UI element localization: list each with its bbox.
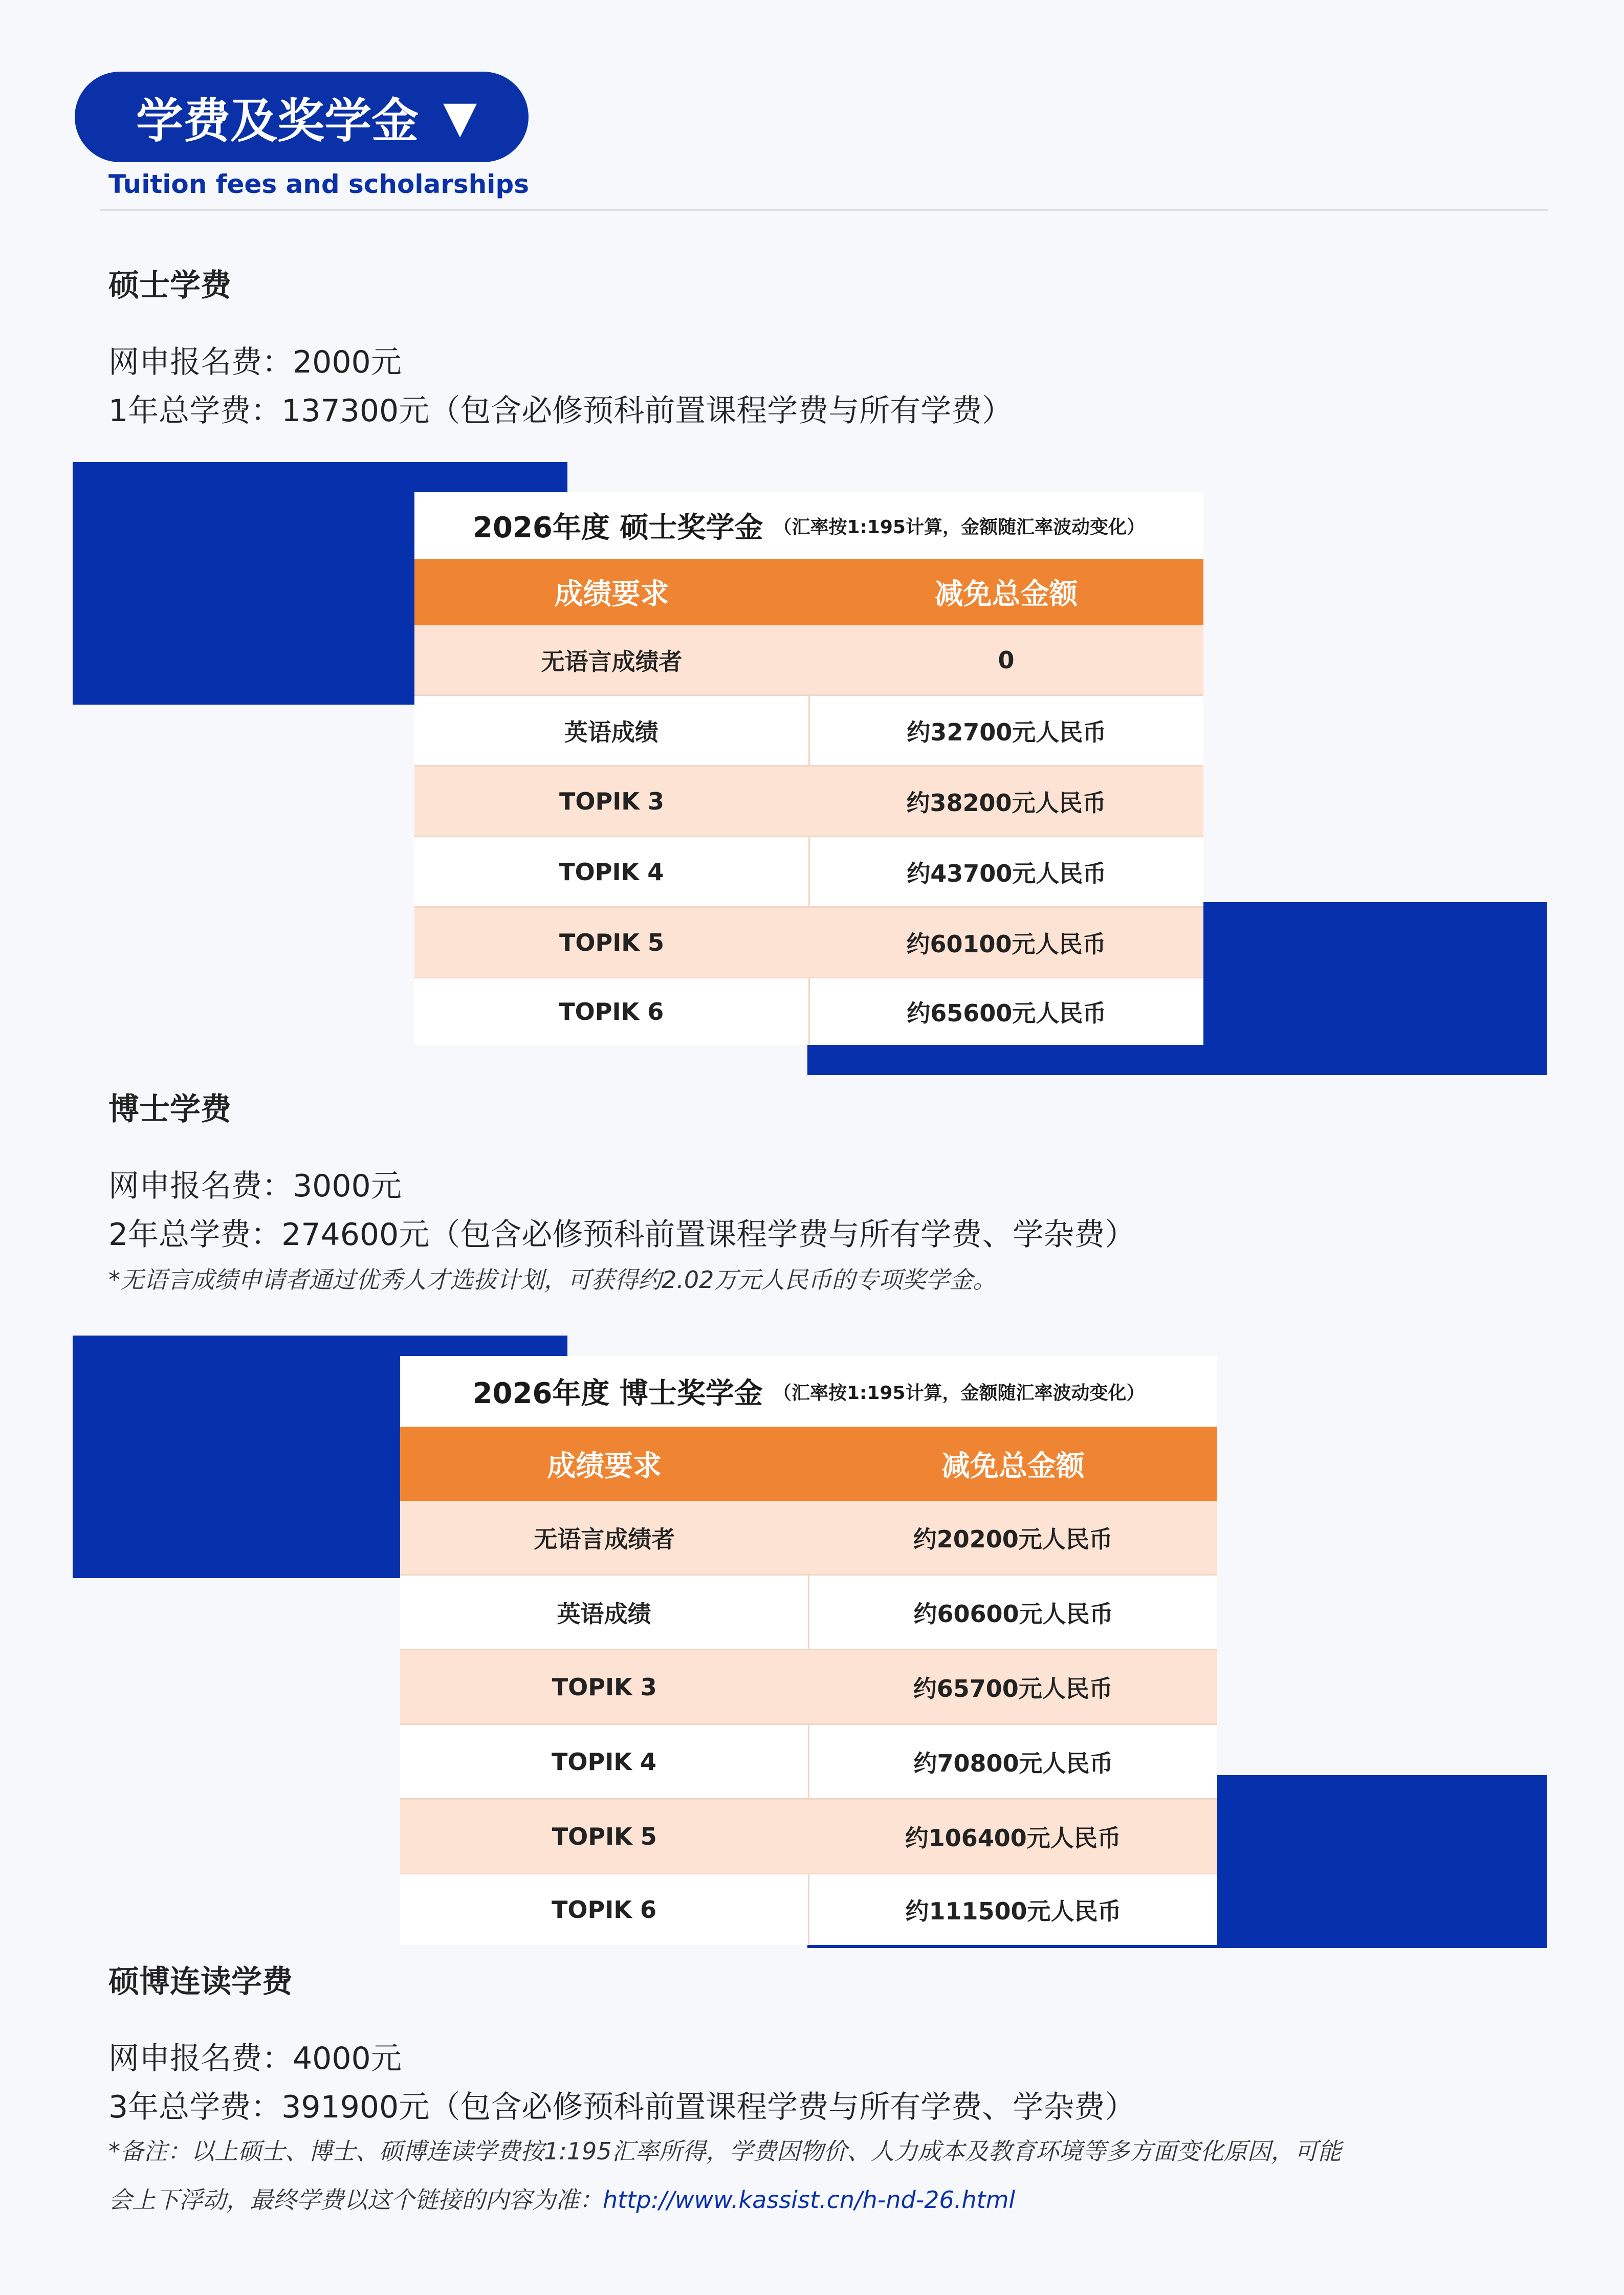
table-cell: 无语言成绩者	[541, 647, 683, 675]
table-cell: 约111500元人民币	[905, 1897, 1122, 1925]
column-header: 减免总金额	[941, 1449, 1085, 1483]
divider	[100, 209, 1548, 211]
table-cell: TOPIK 5	[552, 1822, 657, 1850]
table-title: 2026年度 硕士奖学金 （汇率按1:195计算，金额随汇率波动变化）	[473, 511, 1145, 544]
table-cell: TOPIK 5	[559, 928, 664, 956]
table-cell: 约38200元人民币	[906, 789, 1106, 817]
table-row	[400, 1574, 1217, 1649]
doctor-apply-fee: 网申报名费：3000元	[108, 1168, 402, 1204]
table-cell: 约70800元人民币	[913, 1749, 1113, 1777]
table-cell: 无语言成绩者	[534, 1525, 675, 1553]
table-cell: 约32700元人民币	[907, 718, 1107, 746]
table-cell: TOPIK 3	[559, 787, 664, 815]
doctor-note: *无语言成绩申请者通过优秀人才选拔计划，可获得约2.02万元人民币的专项奖学金。	[108, 1266, 997, 1294]
combined-heading: 硕博连读学费	[108, 1964, 293, 2000]
table-cell: 0	[998, 646, 1015, 674]
section-subtitle: Tuition fees and scholarships	[108, 169, 529, 199]
table-cell: 约60100元人民币	[906, 930, 1106, 958]
doctor-heading: 博士学费	[108, 1091, 231, 1127]
table-cell: TOPIK 4	[400, 1725, 809, 1798]
combined-total-fee: 3年总学费：391900元（包含必修预科前置课程学费与所有学费、学杂费）	[108, 2089, 1136, 2125]
table-row	[414, 977, 1203, 1045]
column-header: 成绩要求	[554, 578, 669, 611]
master-scholarship-table	[414, 492, 1203, 1045]
table-cell: 约60600元人民币	[913, 1600, 1113, 1628]
table-row	[414, 625, 1203, 694]
table-cell: 约43700元人民币	[907, 859, 1107, 887]
table-cell: 英语成绩	[414, 696, 810, 765]
tuition-link[interactable]: http://www.kassist.cn/h-nd-26.html	[603, 2186, 1016, 2214]
table-title: 2026年度 博士奖学金 （汇率按1:195计算，金额随汇率波动变化）	[472, 1377, 1145, 1410]
table-row	[414, 906, 1203, 977]
doctor-scholarship-table	[400, 1356, 1217, 1945]
table-cell: 约65600元人民币	[907, 999, 1107, 1027]
doctor-total-fee: 2年总学费：274600元（包含必修预科前置课程学费与所有学费、学杂费）	[108, 1217, 1136, 1253]
table-cell: TOPIK 6	[414, 978, 810, 1045]
table-row	[400, 1798, 1217, 1873]
table-cell: 英语成绩	[400, 1576, 809, 1649]
table-header	[400, 1427, 1217, 1501]
table-header	[414, 559, 1203, 625]
table-row	[414, 765, 1203, 836]
section-title: 学费及奖学金	[136, 93, 419, 148]
table-cell: 约106400元人民币	[905, 1824, 1121, 1852]
table-row	[400, 1873, 1217, 1945]
table-cell: TOPIK 3	[552, 1673, 657, 1701]
combined-note-line1: *备注：以上硕士、博士、硕博连读学费按1:195汇率所得，学费因物价、人力成本及教育环境等多方面变化原因，可能	[108, 2137, 1342, 2165]
column-header: 成绩要求	[547, 1449, 662, 1483]
master-total-fee: 1年总学费：137300元（包含必修预科前置课程学费与所有学费）	[108, 393, 1013, 429]
table-row	[400, 1649, 1217, 1723]
table-cell: TOPIK 4	[414, 837, 810, 906]
combined-apply-fee: 网申报名费：4000元	[108, 2041, 402, 2077]
table-cell: TOPIK 6	[400, 1874, 809, 1945]
master-heading: 硕士学费	[108, 268, 231, 303]
table-cell: 约65700元人民币	[913, 1674, 1113, 1702]
table-row	[400, 1723, 1217, 1798]
table-cell: 约20200元人民币	[913, 1525, 1113, 1553]
master-apply-fee: 网申报名费：2000元	[108, 344, 402, 380]
combined-note-line2: 会上下浮动，最终学费以这个链接的内容为准：http://www.kassist.cn/h-nd-26.html	[108, 2186, 1016, 2214]
table-row	[414, 836, 1203, 906]
triangle-down-icon: ▼	[443, 91, 477, 143]
column-header: 减免总金额	[934, 578, 1078, 611]
section-title-pill	[75, 72, 529, 162]
table-row	[400, 1501, 1217, 1574]
table-row	[414, 694, 1203, 765]
